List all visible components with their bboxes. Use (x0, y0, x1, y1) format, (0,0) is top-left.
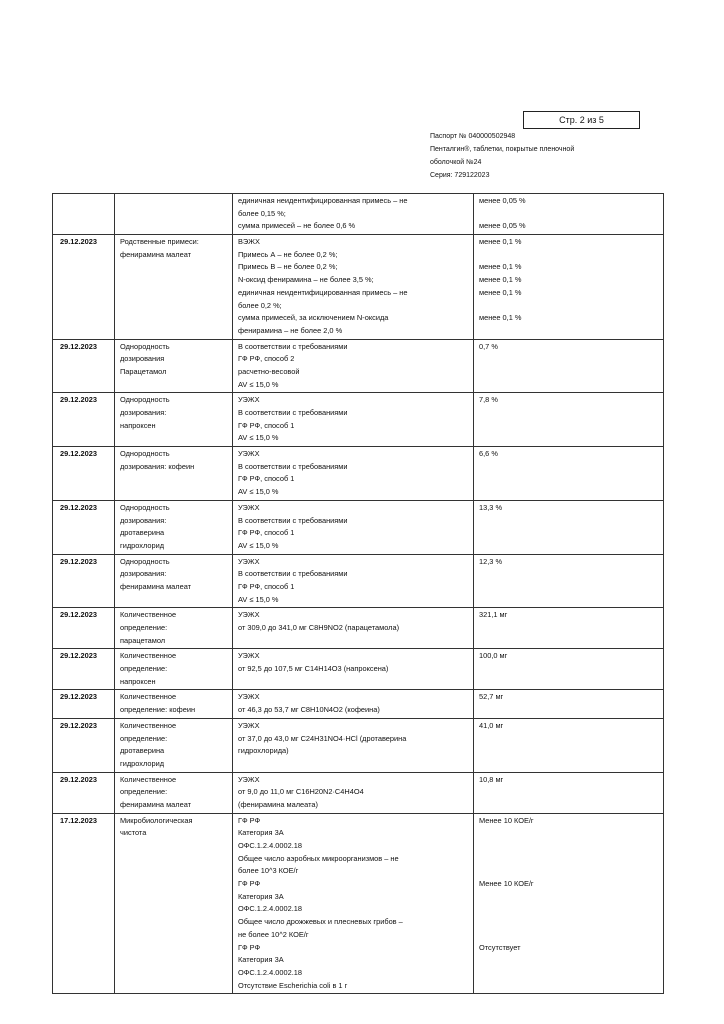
product-name-line-1: Пенталгин®, таблетки, покрытые пленочной (430, 146, 575, 153)
test-result-cell (474, 813, 664, 994)
test-date: 29.12.2023 (60, 449, 97, 459)
test-name-line: Однородность (120, 502, 170, 512)
test-result-line (479, 208, 659, 221)
test-method-line: Отсутствие Escherichia coli в 1 г (238, 980, 348, 990)
test-result-cell (474, 649, 664, 690)
test-method-line: от 309,0 до 341,0 мг C8H9NO2 (парацетамола) (238, 623, 400, 632)
test-result-cell (474, 447, 664, 501)
test-name-line: Однородность (120, 556, 170, 566)
test-result-line: 6,6 % (479, 449, 498, 459)
table-row (53, 690, 664, 718)
test-name-line: дозирования (120, 354, 165, 364)
test-method-line: ОФС.1.2.4.0002.18 (238, 967, 302, 977)
test-name-line: чистота (120, 828, 147, 838)
test-method-cell (233, 813, 474, 994)
batch-series: Серия: 729122023 (430, 172, 490, 179)
test-method-line: от 92,5 до 107,5 мг C14H14O3 (напроксена) (238, 664, 389, 674)
test-method-line: Общее число аэробных микроорганизмов – не (238, 853, 399, 863)
test-name-line: Количественное (120, 720, 177, 730)
test-name-line: определение: (120, 664, 168, 674)
test-method-line: более 0,2 %; (238, 300, 282, 310)
test-name-cell (115, 554, 233, 608)
test-result-cell (474, 339, 664, 393)
test-method-cell (233, 194, 474, 235)
test-name-line: дозирования: (120, 515, 167, 525)
test-method-line: не более 10^2 КОЕ/г (238, 929, 309, 939)
test-name-cell (115, 718, 233, 772)
test-result-line: менее 0,1 % (479, 275, 522, 285)
test-method-line: Примесь А – не более 0,2 %; (238, 249, 338, 259)
test-method-line: УЭЖХ (238, 651, 260, 661)
test-result-line (479, 827, 659, 840)
test-method-line: гидрохлорида) (238, 746, 289, 756)
passport-number: Паспорт № 040000502948 (430, 133, 516, 140)
test-result-line: 7,8 % (479, 395, 498, 405)
test-result-cell (474, 500, 664, 554)
test-results-table (52, 193, 664, 994)
test-method-line: AV ≤ 15,0 % (238, 379, 279, 389)
test-name-line: определение: (120, 623, 168, 632)
test-method-line: ГФ РФ (238, 879, 261, 889)
test-result-cell (474, 554, 664, 608)
test-method-line: ОФС.1.2.4.0002.18 (238, 904, 302, 914)
table-row (53, 339, 664, 393)
test-date-cell (53, 235, 115, 340)
test-method-line: УЭЖХ (238, 692, 260, 702)
test-method-cell (233, 772, 474, 813)
test-date: 17.12.2023 (60, 815, 97, 825)
test-date-cell (53, 339, 115, 393)
test-name-line: парацетамол (120, 635, 166, 645)
table-row (53, 649, 664, 690)
page-number-label: Стр. 2 из 5 (559, 115, 604, 125)
test-method-line: ГФ РФ, способ 1 (238, 474, 295, 484)
test-date: 29.12.2023 (60, 395, 97, 405)
test-results-body (53, 194, 664, 994)
page-number-box (523, 111, 640, 129)
test-date-cell (53, 649, 115, 690)
test-name-line: Однородность (120, 341, 170, 351)
test-name-cell (115, 813, 233, 994)
test-name-line: фенирамина малеат (120, 581, 192, 591)
test-method-line: от 37,0 до 43,0 мг C24H31NO4·HCl (дротаверина (238, 733, 407, 743)
test-method-cell (233, 339, 474, 393)
test-method-line: (фенирамина малеата) (238, 799, 318, 809)
test-method-line: AV ≤ 15,0 % (238, 487, 279, 497)
test-method-cell (233, 718, 474, 772)
test-method-line: фенирамина – не более 2,0 % (238, 325, 343, 335)
table-row (53, 447, 664, 501)
test-date (60, 195, 110, 208)
test-method-line: единичная неидентифицированная примесь – не (238, 287, 408, 297)
test-name-line: определение: (120, 787, 168, 797)
test-method-line: УЭЖХ (238, 502, 260, 512)
test-result-line: Отсутствует (479, 942, 521, 952)
test-name-line: Парацетамол (120, 366, 167, 376)
test-result-line (479, 929, 659, 942)
test-method-line: AV ≤ 15,0 % (238, 594, 279, 604)
test-result-cell (474, 235, 664, 340)
test-date-cell (53, 194, 115, 235)
test-method-line: AV ≤ 15,0 % (238, 540, 279, 550)
test-result-line: менее 0,05 % (479, 196, 526, 205)
test-result-line: 321,1 мг (479, 610, 508, 620)
test-method-line: ГФ РФ (238, 942, 261, 952)
test-result-line: 13,3 % (479, 502, 503, 512)
test-method-line: более 10^3 КОЕ/г (238, 866, 299, 876)
test-name-line: Количественное (120, 774, 177, 784)
test-result-line (479, 903, 659, 916)
test-name-cell (115, 339, 233, 393)
test-name-line: определение: кофеин (120, 705, 196, 715)
test-name-line: Количественное (120, 692, 177, 702)
test-method-cell (233, 447, 474, 501)
test-date-cell (53, 813, 115, 994)
test-method-line: единичная неидентифицированная примесь – не (238, 196, 408, 205)
table-row (53, 772, 664, 813)
test-method-line: УЭЖХ (238, 774, 260, 784)
test-date-cell (53, 608, 115, 649)
test-date: 29.12.2023 (60, 774, 97, 784)
test-name-line: Однородность (120, 449, 170, 459)
test-name-line: гидрохлорид (120, 540, 165, 550)
test-date: 29.12.2023 (60, 341, 97, 351)
test-name-line: Количественное (120, 651, 177, 661)
test-date-cell (53, 393, 115, 447)
test-method-line: УЭЖХ (238, 556, 260, 566)
test-date: 29.12.2023 (60, 651, 97, 661)
table-row (53, 554, 664, 608)
test-method-line: УЭЖХ (238, 395, 260, 405)
test-name-cell (115, 447, 233, 501)
test-method-line: от 9,0 до 11,0 мг C16H20N2·C4H4O4 (238, 787, 364, 797)
test-result-line: 0,7 % (479, 341, 498, 351)
table-row (53, 813, 664, 994)
test-method-line: Категория 3А (238, 891, 284, 901)
test-method-line: Примесь В – не более 0,2 %; (238, 262, 338, 272)
test-name-line: Количественное (120, 610, 177, 620)
test-name-line: гидрохлорид (120, 758, 165, 768)
table-row (53, 235, 664, 340)
test-method-cell (233, 690, 474, 718)
test-method-cell (233, 649, 474, 690)
test-name-line: Родственные примеси: (120, 237, 199, 247)
test-method-line: В соответствии с требованиями (238, 461, 348, 471)
test-name-cell (115, 235, 233, 340)
test-result-line (479, 840, 659, 853)
test-method-line: УЭЖХ (238, 610, 260, 620)
test-method-line: ГФ РФ, способ 1 (238, 581, 295, 591)
test-method-line: N-оксид фенирамина – не более 3,5 %; (238, 275, 374, 285)
table-row (53, 393, 664, 447)
test-method-line: В соответствии с требованиями (238, 515, 348, 525)
test-name-line: напроксен (120, 420, 156, 430)
test-result-line: 100,0 мг (479, 651, 508, 661)
table-row (53, 500, 664, 554)
test-name-line: дозирования: кофеин (120, 461, 195, 471)
test-name-cell (115, 500, 233, 554)
test-result-line: менее 0,05 % (479, 221, 526, 231)
test-name-line: дротаверина (120, 528, 165, 538)
test-result-line (479, 300, 659, 313)
test-result-line (479, 853, 659, 866)
test-result-cell (474, 608, 664, 649)
test-name-cell (115, 772, 233, 813)
test-result-line: Менее 10 КОЕ/г (479, 879, 534, 889)
test-name-line: напроксен (120, 676, 156, 686)
test-name-line: дозирования: (120, 408, 167, 417)
test-method-line: расчетно-весовой (238, 366, 300, 376)
test-method-line: ГФ РФ, способ 1 (238, 420, 295, 430)
test-method-line: ГФ РФ, способ 1 (238, 528, 295, 538)
test-result-line: 52,7 мг (479, 692, 504, 702)
test-date: 29.12.2023 (60, 556, 97, 566)
table-row (53, 194, 664, 235)
passport-header (430, 130, 660, 182)
test-result-line: менее 0,1 % (479, 313, 522, 323)
test-date-cell (53, 554, 115, 608)
test-method-line: сумма примесей – не более 0,6 % (238, 221, 356, 231)
test-date-cell (53, 500, 115, 554)
test-method-line: В соответствии с требованиями (238, 341, 348, 351)
test-method-line: от 46,3 до 53,7 мг C8H10N4O2 (кофеина) (238, 705, 380, 715)
test-method-line: AV ≤ 15,0 % (238, 433, 279, 443)
test-method-line: ГФ РФ (238, 815, 261, 825)
product-name-line-2: оболочкой №24 (430, 159, 482, 166)
test-result-line (479, 249, 659, 262)
test-method-line: Общее число дрожжевых и плесневых грибов – (238, 917, 403, 927)
test-method-line: В соответствии с требованиями (238, 408, 348, 417)
test-name-line: фенирамина малеат (120, 799, 192, 809)
test-method-line: более 0,15 %; (238, 208, 286, 218)
test-method-line: Категория 3А (238, 955, 284, 965)
test-result-cell (474, 718, 664, 772)
test-name-cell (115, 393, 233, 447)
test-method-line: Категория 3А (238, 828, 284, 838)
test-method-cell (233, 235, 474, 340)
test-method-cell (233, 500, 474, 554)
test-name-line: Микробиологическая (120, 815, 193, 825)
test-method-line: УЭЖХ (238, 720, 260, 730)
test-name-cell (115, 194, 233, 235)
test-method-cell (233, 554, 474, 608)
test-result-line: менее 0,1 % (479, 262, 522, 272)
test-date: 29.12.2023 (60, 692, 97, 702)
test-result-line: менее 0,1 % (479, 237, 522, 247)
table-row (53, 608, 664, 649)
test-result-line: менее 0,1 % (479, 287, 522, 297)
test-name-cell (115, 690, 233, 718)
test-result-line: 12,3 % (479, 556, 503, 566)
test-method-line: сумма примесей, за исключением N-оксида (238, 313, 389, 323)
test-date: 29.12.2023 (60, 610, 97, 620)
test-method-cell (233, 608, 474, 649)
test-result-line (479, 891, 659, 904)
test-result-line (479, 916, 659, 929)
test-date-cell (53, 772, 115, 813)
test-date-cell (53, 447, 115, 501)
test-result-cell (474, 772, 664, 813)
test-name-cell (115, 608, 233, 649)
test-result-line: Менее 10 КОЕ/г (479, 815, 534, 825)
test-name-line: дротаверина (120, 746, 165, 756)
test-method-cell (233, 393, 474, 447)
test-method-line: ВЭЖХ (238, 237, 260, 247)
test-method-line: УЭЖХ (238, 449, 260, 459)
test-name-cell (115, 649, 233, 690)
test-date: 29.12.2023 (60, 237, 97, 247)
test-result-line (479, 865, 659, 878)
test-name-line: дозирования: (120, 569, 167, 579)
test-result-cell (474, 194, 664, 235)
test-date-cell (53, 718, 115, 772)
test-name-line: определение: (120, 733, 168, 743)
test-date: 29.12.2023 (60, 502, 97, 512)
table-row (53, 718, 664, 772)
test-date: 29.12.2023 (60, 720, 97, 730)
test-method-line: ГФ РФ, способ 2 (238, 354, 295, 364)
test-name-line: фенирамина малеат (120, 249, 192, 259)
test-result-line: 10,8 мг (479, 774, 504, 784)
test-result-cell (474, 690, 664, 718)
test-name-line: Однородность (120, 395, 170, 405)
test-result-line: 41,0 мг (479, 720, 504, 730)
test-method-line: ОФС.1.2.4.0002.18 (238, 841, 302, 850)
test-date-cell (53, 690, 115, 718)
test-method-line: В соответствии с требованиями (238, 569, 348, 579)
test-result-cell (474, 393, 664, 447)
